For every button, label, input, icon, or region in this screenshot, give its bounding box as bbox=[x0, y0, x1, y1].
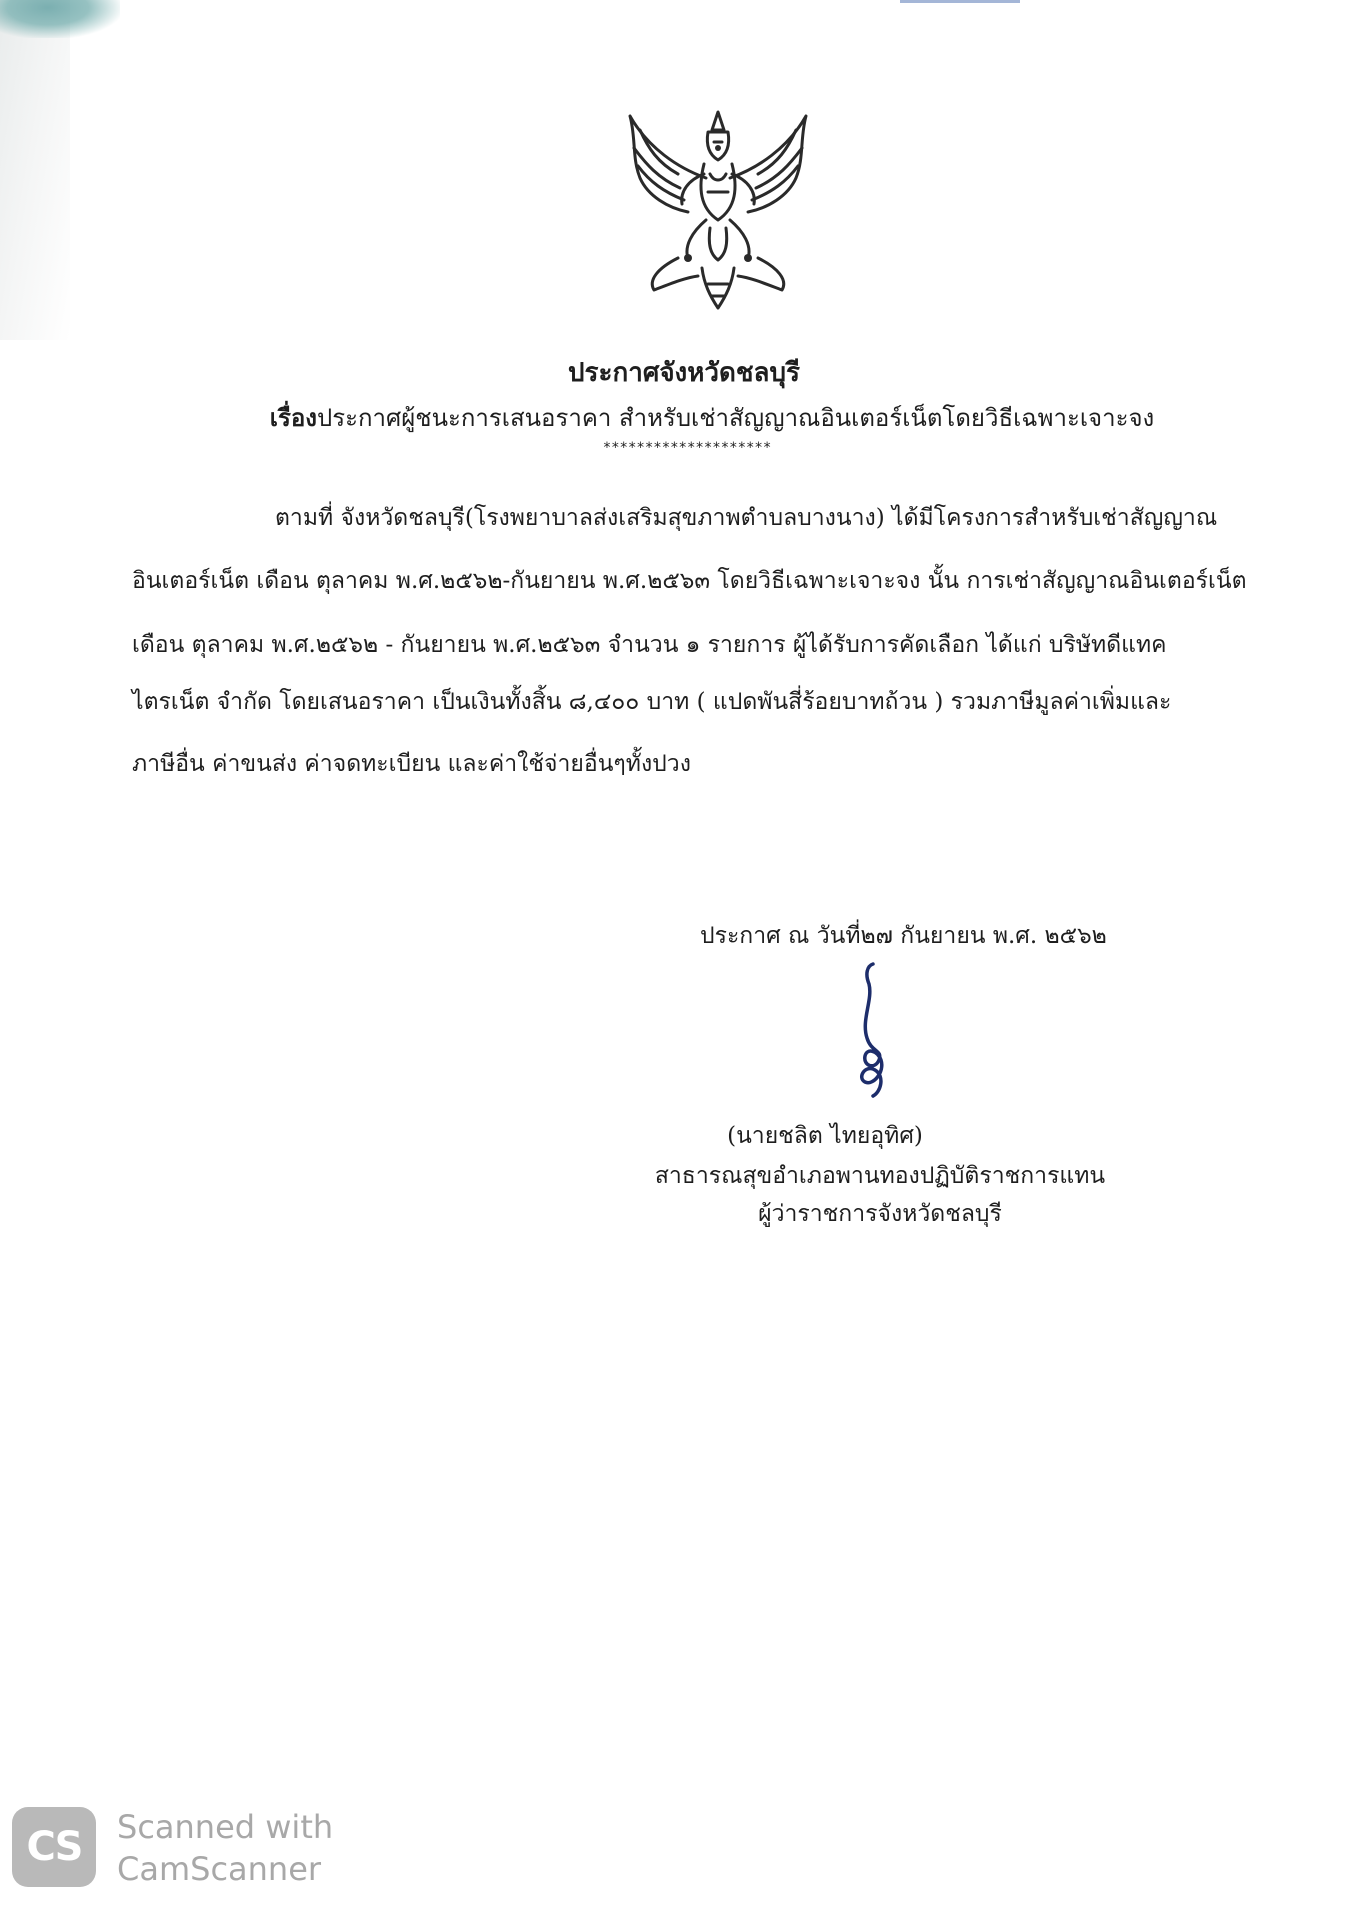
document-subject bbox=[28, 398, 1368, 437]
garuda-emblem-icon bbox=[618, 108, 818, 313]
subject-label: เรื่อง bbox=[269, 403, 317, 432]
body-line-5: ภาษีอื่น ค่าขนส่ง ค่าจดทะเบียน และค่าใช้จ่ายอื่นๆทั้งปวง bbox=[132, 751, 691, 777]
scan-artifact bbox=[0, 0, 120, 38]
handwritten-signature bbox=[843, 960, 903, 1100]
signer-authority: ผู้ว่าราชการจังหวัดชลบุรี bbox=[758, 1201, 1002, 1227]
scan-shadow bbox=[0, 0, 70, 340]
watermark-line-2: CamScanner bbox=[117, 1850, 322, 1888]
subject-text: ประกาศผู้ชนะการเสนอราคา สำหรับเช่าสัญญาณอินเตอร์เน็ตโดยวิธีเฉพาะเจาะจง bbox=[316, 404, 1155, 432]
document-title: ประกาศจังหวัดชลบุรี bbox=[568, 358, 800, 388]
separator-stars: ******************** bbox=[602, 440, 772, 456]
signer-name: (นายชลิต ไทยอุทิศ) bbox=[727, 1123, 923, 1149]
body-line-3: เดือน ตุลาคม พ.ศ.๒๕๖๒ - กันยายน พ.ศ.๒๕๖๓ จำนวน ๑ รายการ ผู้ได้รับการคัดเลือก ได้แก่ บริษัทดีแทค bbox=[132, 632, 1167, 658]
announcement-date: ประกาศ ณ วันที่๒๗ กันยายน พ.ศ. ๒๕๖๒ bbox=[700, 923, 1107, 949]
body-line-1: ตามที่ จังหวัดชลบุรี(โรงพยาบาลส่งเสริมสุขภาพตำบลบางนาง) ได้มีโครงการสำหรับเช่าสัญญาณ bbox=[275, 505, 1218, 531]
scan-edge-line bbox=[900, 0, 1020, 3]
body-line-2: อินเตอร์เน็ต เดือน ตุลาคม พ.ศ.๒๕๖๒-กันยายน พ.ศ.๒๕๖๓ โดยวิธีเฉพาะเจาะจง นั้น การเช่าสัญญาณอินเตอร์เน็ต bbox=[132, 568, 1247, 594]
camscanner-logo: CS bbox=[12, 1807, 96, 1887]
signer-position: สาธารณสุขอำเภอพานทองปฏิบัติราชการแทน bbox=[654, 1163, 1106, 1189]
watermark-line-1: Scanned with bbox=[117, 1808, 334, 1846]
body-line-4: ไตรเน็ต จำกัด โดยเสนอราคา เป็นเงินทั้งสิ้น ๘,๔๐๐ บาท ( แปดพันสี่ร้อยบาทถ้วน ) รวมภาษีมูลค่าเพิ่มและ bbox=[132, 689, 1172, 715]
